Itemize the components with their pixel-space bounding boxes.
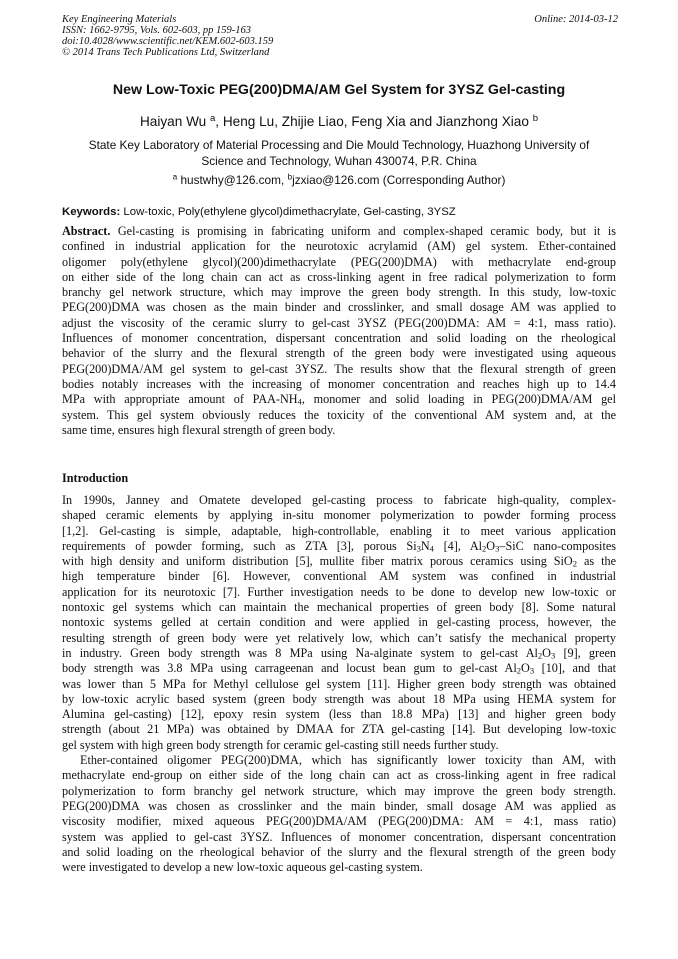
intro-paragraph-2: Ether-contained oligomer PEG(200)DMA, which has significantly lower toxicity than AM, with methacrylate end-group on either side of the long chain can act as cross-linking agent in free radical polymerization to form branchy gel network structure, which may improve the green body strength. PEG(200)DMA was chosen as crosslinker and the main binder, small dosage AM was applied as viscosity modifier, mixed aqueous PEG(200)DMA/AM (PEG(200)DMA: AM = 4:1, mass ratio) system was applied to gel-cast 3YSZ. Influences of monomer concentration, dispersant concentration and solid loading on the rheological behavior of the slurry and the flexural strength of the green body were investigated to develop a new low-toxic aqueous gel-casting system.: [62, 753, 616, 875]
issn-line: ISSN: 1662-9795, Vols. 602-603, pp 159-163: [62, 25, 251, 36]
journal-header: [62, 14, 618, 58]
section-heading-introduction: Introduction: [62, 471, 129, 485]
affiliation: State Key Laboratory of Material Processing and Die Mould Technology, Huazhong University of Science and Technology, Wuhan 430074, P.R. China: [88, 138, 590, 168]
copyright-line: © 2014 Trans Tech Publications Ltd, Switzerland: [62, 47, 270, 58]
doi-line: doi:10.4028/www.scientific.net/KEM.602-603.159: [62, 36, 274, 47]
journal-name: Key Engineering Materials: [62, 14, 177, 25]
author-list: Haiyan Wu $^a$, Heng Lu, Zhijie Liao, Feng Xia and Jianzhong Xiao $^b$: [139, 112, 538, 129]
intro-paragraph-1: In 1990s, Janney and Omatete developed gel-casting process to fabricate high-quality, complex- shaped ceramic elements by applying in-situ monomer polymerization to powder forming process [1,2]. Gel-casting is simple, adaptable, high-controllable, enabling it to meet various application requirements of powder forming, such as ZTA [3], porous $Si_3N_4$ [4], $Al_2O_3$–SiC nano-composites with high density and uniform distribution [5], mullite fiber matrix porous ceramics using SiO$_2$ as the high temperature binder [6]. However, conventional AM system was confined in industrial application for its neurotoxic [7]. Further investigation needs to be done to develop new low-toxic or nontoxic gel systems which can maintain the mechanical properties of green body [8]. Some natural nontoxic systems gelled at certain condition and were applied in gel-casting process, however, the resulting strength of green body were yet relatively low, which can’t satisfy the mechanical property in industry. Green body strength was 8 MPa using Na-alginate system to gel-cast $Al_2O_3$ [9], green body strength was 3.8 MPa using carrageenan and locust bean gum to gel-cast $Al_2O_3$ [10], and that was lower than 5 MPa for Methyl cellulose gel system [11]. Higher green body strength was obtained by low-toxic acrylic based system (green body strength was about 18 MPa using HEMA system for Alumina gel-casting) [12], epoxy resin system (less than 18.8 MPa) [13] and higher green body strength (about 21 MPa) was obtained by DMAA for ZTA gel-casting [14]. But developing low-toxic gel system with high green body strength for ceramic gel-casting still needs further study.: [62, 493, 616, 752]
paper-title: New Low-Toxic PEG(200)DMA/AM Gel System for 3YSZ Gel-casting: [112, 82, 566, 98]
keywords-label: Keywords:: [62, 206, 121, 218]
author-emails: $^a$ hustwhy@126.com, $^b$jzxiao@126.com (Corresponding Author): [172, 172, 506, 187]
abstract: Abstract. Gel-casting is promising in fabricating uniform and complex-shaped ceramic body, but it is confined in industrial application for the neurotoxic acrylamid (AM) gel system. Ether-contained oligomer poly(ethylene glycol)(200)dimethacrylate (PEG(200)DMA) with methacrylate end-group on either side of the long chain can act as cross-linking agent in free radical polymerization to form branchy gel network structure, which may improve the green body strength. In this study, low-toxic PEG(200)DMA was chosen as the main binder and crosslinker, and small dosage AM was applied to adjust the viscosity of the ceramic slurry to gel-cast 3YSZ (PEG(200)DMA: AM = 4:1, mass ratio). Influences of monomer concentration, dispersant concentration and solid loading on the rheological behavior of the slurry and the flexural strength of the green body were investigated using aqueous PEG(200)DMA/AM gel system to gel-cast 3YSZ. The results show that the flexural strength of green bodies notably increases with the increasing of monomer concentration and reaches high up to 14.4 MPa with appropriate amount of PAA-$NH_4$, monomer and solid loading in PEG(200)DMA/AM gel system. This gel system obviously reduces the toxicity of the conventional AM system and, at the same time, ensures high flexural strength of green body.: [62, 224, 616, 437]
keywords: Keywords: Low-toxic, Poly(ethylene glycol)dimethacrylate, Gel-casting, 3YSZ: [62, 206, 456, 218]
online-date: Online: 2014-03-12: [534, 14, 618, 25]
introduction-body: [62, 493, 616, 875]
abstract-label: Abstract.: [62, 224, 111, 238]
